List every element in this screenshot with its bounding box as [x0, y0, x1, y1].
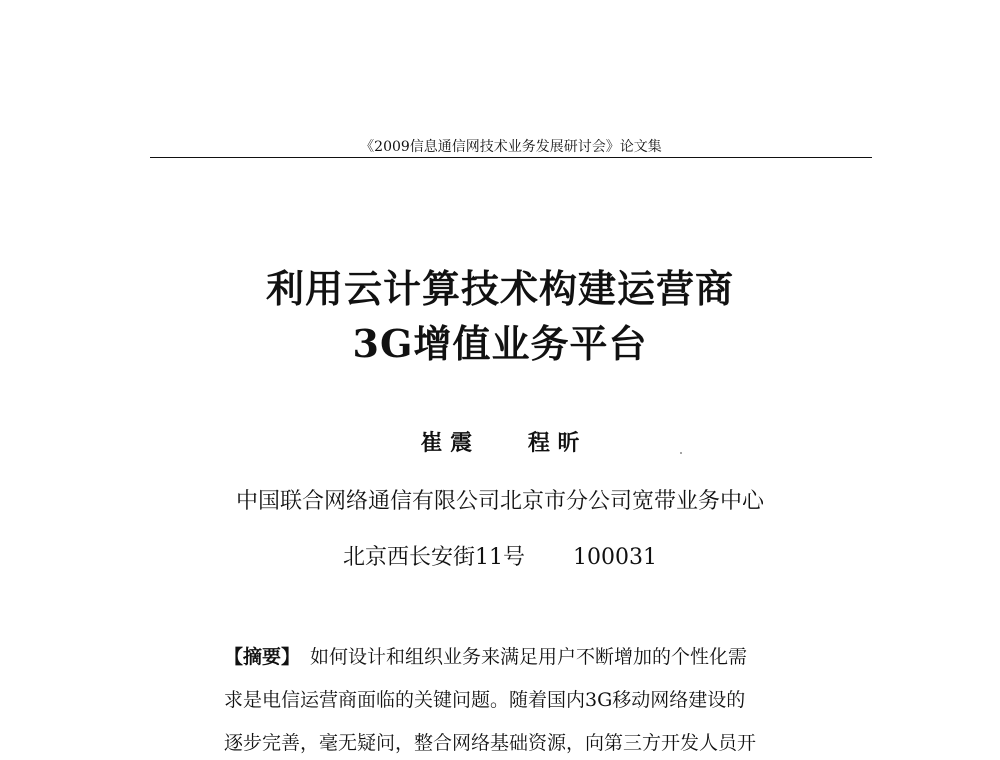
abstract-line-1 [224, 642, 784, 669]
affiliation: 中国联合网络通信有限公司北京市分公司宽带业务中心 [235, 489, 764, 514]
abstract-line-3: 逐步完善，毫无疑问，整合网络基础资源，向第三方开发人员开 [224, 732, 757, 754]
abstract-label: 【摘要】 [224, 646, 301, 668]
header-rule [150, 157, 872, 158]
paper-title-line-2: 3G增值业务平台 [352, 321, 648, 366]
scan-speck [680, 452, 682, 454]
authors [0, 426, 1000, 457]
author-1: 崔 震 [420, 430, 473, 456]
abstract-line-2: 求是电信运营商面临的关键问题。随着国内3G移动网络建设的 [224, 689, 746, 711]
running-header: 《2009信息通信网技术业务发展研讨会》论文集 [360, 139, 662, 155]
address-street: 北京西长安街11号 [343, 545, 525, 570]
author-2: 程 昕 [527, 430, 580, 456]
address-postcode: 100031 [573, 545, 657, 570]
address [0, 540, 1000, 571]
paper-title-line-1: 利用云计算技术构建运营商 [265, 266, 734, 311]
abstract-text-1: 如何设计和组织业务来满足用户不断增加的个性化需 [310, 646, 748, 668]
